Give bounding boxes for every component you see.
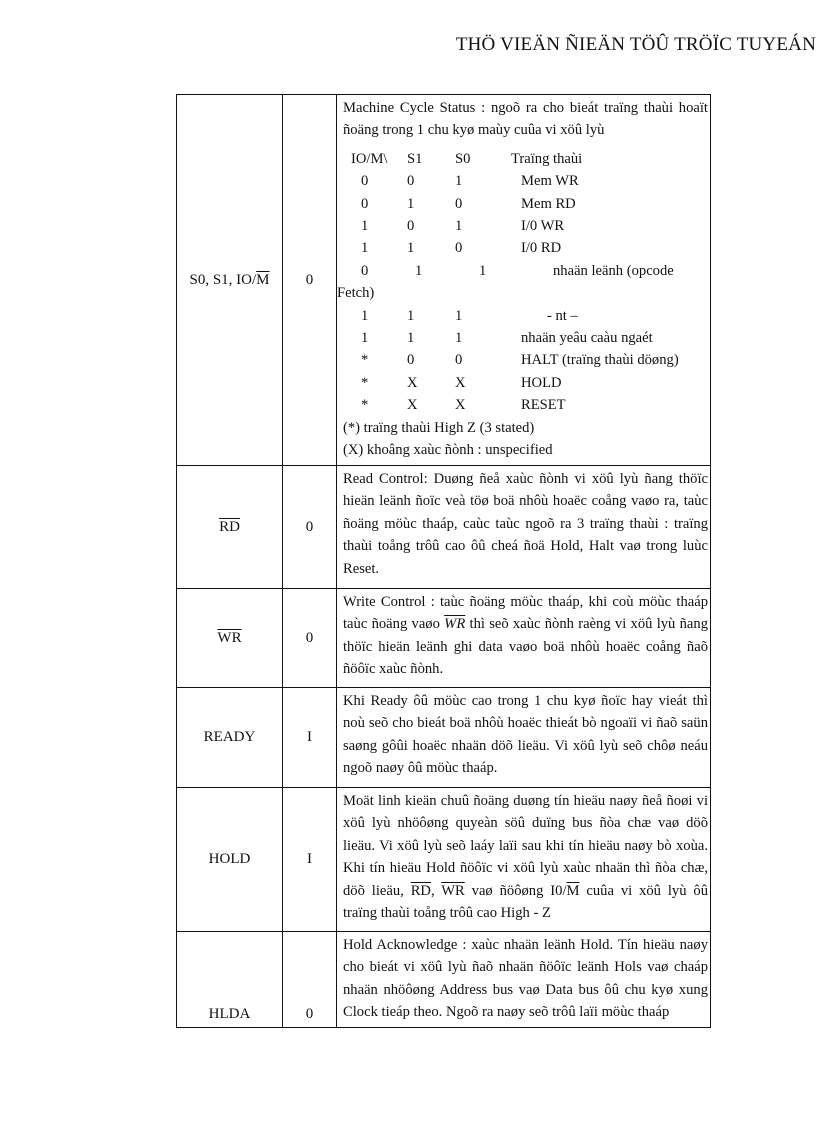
table-row — [177, 95, 711, 466]
desc-text: cuûa vi xöû lyù ôû traïng thaùi toång trôû cao High - Z — [343, 882, 708, 922]
pin-description — [337, 95, 711, 466]
tt-cell: 0 — [455, 195, 463, 212]
tt-cell: 1 — [415, 262, 423, 279]
tt-cell: 0 — [361, 195, 369, 212]
tt-cell: 0 — [455, 240, 463, 257]
pin-direction: 0 — [283, 932, 337, 1028]
tt-cell: * — [361, 397, 369, 414]
pin-direction: I — [283, 788, 337, 932]
pin-name — [177, 466, 283, 589]
tt-cell: 1 — [407, 307, 415, 324]
tt-cell: 1 — [361, 307, 369, 324]
table-row — [177, 788, 711, 932]
pin-direction: 0 — [283, 466, 337, 589]
tt-cell: X — [455, 374, 466, 391]
signal-table — [176, 94, 711, 1028]
status-row5-continued: Fetch) — [337, 285, 375, 302]
tt-cell: I/0 WR — [521, 218, 565, 235]
tt-cell: 0 — [407, 173, 415, 190]
pin-name: READY — [177, 688, 283, 788]
desc-text: thì seõ xaùc ñònh raèng vi xöû lyù ñang thöïc hieän leänh ghi data vaøo boä nhôù hoaëc coång ñaõ ñöôïc xaùc ñònh. — [343, 616, 708, 678]
desc-text: , — [430, 882, 442, 899]
desc-text: Moät linh kieän chuû ñoäng duøng tín hieäu naøy ñeå ñoøi vi xöû lyù nhöôøng quyeàn söû duïng bus ñòa chæ vaø döõ lieäu. Vi xöû lyù seõ laáy laïi sau khi tín hieäu naøy bò xoùa. Khi tín hieäu Hold ñöôïc vi xöû lyù xaùc nhaän thì ñòa chæ, döõ lieäu, — [343, 793, 708, 899]
tt-cell: 0 — [455, 352, 463, 369]
desc-overline: $\overline{M}$ — [566, 882, 580, 899]
page-header: THÖ VIEÄN ÑIEÄN TÖÛ TRÖÏC TUYEÁN — [455, 34, 816, 55]
tt-cell: * — [361, 352, 369, 369]
status-truth-table — [343, 148, 708, 282]
tt-cell: 1 — [407, 330, 415, 347]
tt-cell: nhaän yeâu caàu ngaét — [521, 330, 653, 347]
tt-cell: 0 — [361, 173, 369, 190]
pin-description: Hold Acknowledge : xaùc nhaän leänh Hold. Tín hieäu naøy cho bieát vi xöû lyù ñaõ nhaän ñöôïc leänh Hols vaø chaáp nhaän nhöôøng Address bus vaø Data bus ôû chu kyø xung Clock tieáp theo. Ngoõ ra naøy seõ trôû laïi möùc thaáp — [337, 932, 711, 1028]
table-row — [177, 688, 711, 788]
tt-header-cell: S0 — [455, 150, 471, 167]
status-note-unspecified: (X) khoâng xaùc ñònh : unspecified — [343, 442, 553, 459]
tt-cell: 1 — [361, 240, 369, 257]
pin-direction: I — [283, 688, 337, 788]
tt-cell: X — [407, 374, 418, 391]
pin-description: Read Control: Duøng ñeå xaùc ñònh vi xöû lyù ñang thöïc hieän leänh ñoïc veà töø boä nhôù hoaëc coång vaøo ra, taùc ñoäng möùc thaáp, caùc taùc ngoõ ra 3 traïng thaùi : traïng thaùi toång trôû cao ôû cheá ñoä Hold, Halt vaø trong luùc Reset. — [337, 466, 711, 589]
tt-cell: - nt – — [547, 307, 578, 324]
tt-cell: RESET — [521, 397, 566, 414]
tt-cell: 1 — [479, 262, 487, 279]
tt-cell: Mem RD — [521, 195, 576, 212]
tt-cell: 1 — [361, 218, 369, 235]
table-row — [177, 589, 711, 688]
tt-cell: Mem WR — [521, 173, 579, 190]
pin-name-overline: $\overline{WR}$ — [217, 629, 242, 646]
tt-cell: 0 — [407, 218, 415, 235]
status-intro: Machine Cycle Status : ngoõ ra cho bieát traïng thaùi hoaït ñoäng trong 1 chu kyø maùy cuûa vi xöû lyù — [343, 100, 708, 139]
tt-cell: HALT (traïng thaùi döøng) — [521, 352, 679, 369]
tt-cell: 1 — [407, 240, 415, 257]
pin-name — [177, 95, 283, 466]
tt-cell: * — [361, 374, 369, 391]
status-note-high-z: (*) traïng thaùi High Z (3 stated) — [343, 419, 535, 436]
desc-overline: $\overline{WR}$ — [441, 882, 465, 899]
tt-cell: 1 — [407, 195, 415, 212]
tt-cell: 1 — [455, 173, 463, 190]
tt-cell: X — [455, 397, 466, 414]
table-row — [177, 932, 711, 1028]
tt-cell: 1 — [455, 218, 463, 235]
pin-name — [177, 589, 283, 688]
tt-cell: 1 — [455, 307, 463, 324]
tt-cell: X — [407, 397, 418, 414]
tt-cell: 0 — [361, 262, 369, 279]
table-row — [177, 466, 711, 589]
tt-cell: 1 — [361, 330, 369, 347]
tt-header-cell: IO/M\ — [351, 150, 388, 167]
pin-name-overline: $\overline{RD}$ — [219, 518, 240, 535]
desc-overline: $\overline{RD}$ — [410, 882, 431, 899]
desc-text: vaø ñöôøng I0/ — [464, 882, 567, 899]
tt-cell: HOLD — [521, 374, 562, 391]
tt-header-cell: Traïng thaùi — [511, 150, 583, 167]
tt-cell: 0 — [407, 352, 415, 369]
desc-overline: $\overline{WR}$ — [444, 616, 466, 633]
tt-cell: 1 — [455, 330, 463, 347]
pin-description: Khi Ready ôû möùc cao trong 1 chu kyø ñoïc hay vieát thì noù seõ cho bieát boä nhôù hoaëc thieát bò ngoaïi vi ñaõ saün saøng gôûi hoaëc nhaän döõ lieäu. Vi xöû lyù seõ chôø neáu ngoõ naøy ôû möùc thaáp. — [337, 688, 711, 788]
pin-direction: 0 — [283, 95, 337, 466]
tt-cell: I/0 RD — [521, 240, 562, 257]
pin-description — [337, 589, 711, 688]
pin-name: HOLD — [177, 788, 283, 932]
pin-name-text: S0, S1, IO/ — [189, 271, 257, 288]
pin-name: HLDA — [177, 932, 283, 1028]
tt-cell: nhaän leänh (opcode — [553, 262, 674, 279]
pin-name-overline: $\overline{M}$ — [256, 271, 270, 288]
desc-text: Write Control : taùc ñoäng möùc thaáp, khi coù möùc thaáp taùc ñoäng vaøo — [343, 594, 708, 633]
tt-header-cell: S1 — [407, 150, 423, 167]
status-truth-table-cont — [343, 305, 708, 417]
pin-direction: 0 — [283, 589, 337, 688]
pin-description — [337, 788, 711, 932]
